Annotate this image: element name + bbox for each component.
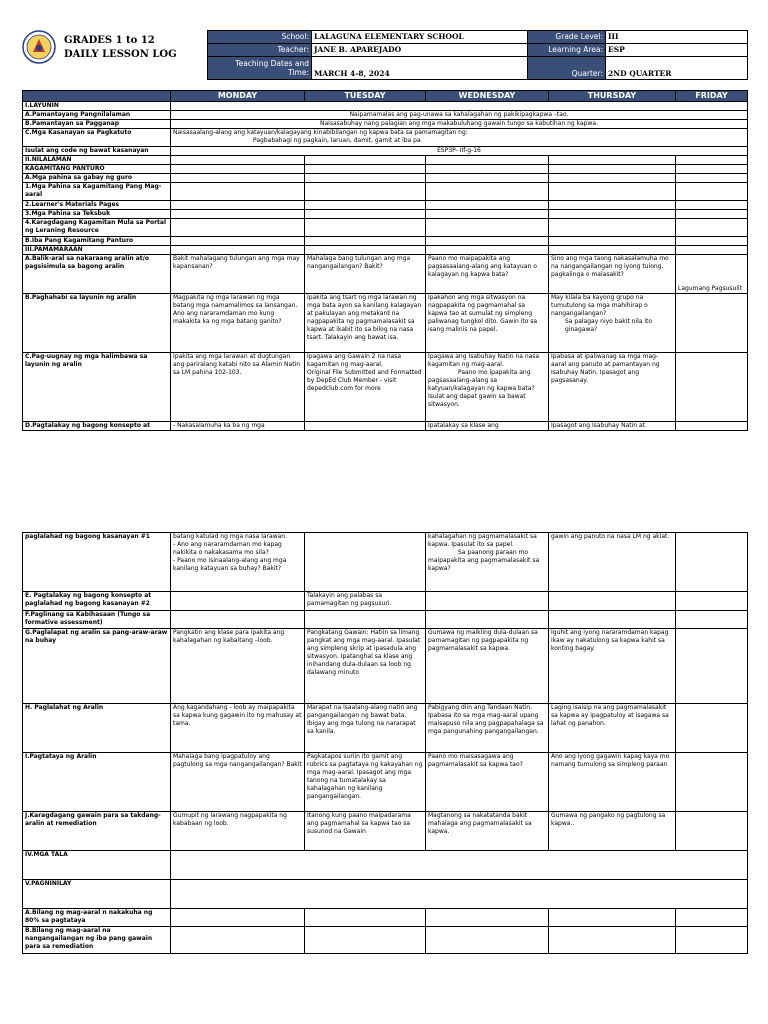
paglalapat-wednesday: Gumawa ng maikling dula-dulaan sa pamamagitan ng pagpapakita ng pagmamalasakit sa kapwa. [426, 629, 549, 704]
pag-uugnay-thursday: Ipabasa at ipaliwanag sa mga mag-aaral ang panuto at pamantayan ng Isabuhay Natin. Ipasagot ang pagsasanay. [549, 353, 676, 422]
pagtalakay1-monday-line2: - Ano ang nararamdaman mo kapag nakikita o nakakasama mo sila? [173, 541, 282, 556]
pagtalakay1-monday-top: - Nakasalamuha ka ba ng mga [171, 422, 305, 431]
code-value: ESP3P- IIf-g-16 [171, 147, 748, 156]
paghahabi-thursday-q1: May kilala ba kayong grupo na tumutulong sa mga mahihirap o nangangailangan? [551, 294, 648, 317]
paglalahat-tuesday: Marapat na isaalang-alang natin ang pangangailangan ng bawat bata. Ibigay ang mga tulong na nararapat sa kanila. [305, 704, 426, 753]
balik-aral-wednesday: Paano mo maipapakita ang pagsasaalang-alang ang katayuan o kalagayan ng kapwa bata? [426, 255, 549, 294]
pagtataya-thursday: Ano ang iyong gagawin kapag kaya mo namang tumulong sa simpleng paraan [549, 753, 676, 812]
b-bilang-label: B.Bilang ng mag-aaral na nangangailangan ng iba pang gawain para sa remediation [23, 927, 171, 954]
b-pahina-label: 1.Mga Pahina sa Kagamitang Pang Mag-aaral [23, 183, 171, 201]
form-title-line2: DAILY LESSON LOG [64, 49, 177, 60]
pagtalakay1-monday-line3: - Paano mo isinaalang-alang ang mga kanilang katayuan sa buhay? Bakit? [173, 557, 287, 572]
pagganap-label: B.Pamantayan sa Pagganap [23, 120, 171, 129]
paghahabi-monday: Magpakita ng mga larawan ng mga batang mga namamalimos sa lansangan. Ano ang nararamdaman mo kung makakita ka ng mga batang ganito? [171, 294, 305, 353]
kasanayan-line2: Pagbabahagi ng pagkain, laruan, damit, gamit at iba pa [253, 137, 421, 144]
pagtalakay1-thursday-top: Ipasagot ang Isabuhay Natin at [549, 422, 676, 431]
paglalapat-tuesday: Pangkatang Gawain: Hatiin sa limang pangkat ang mga mag-aaral. Ipasulat ang simpleng skrip at ipasadula ang sitwasyon. Ipatanghal sa klase ang inihandang dula-dulaan sa loob ng dalawang minuto [305, 629, 426, 704]
kasanayan-line1: Naisasaalang-alang ang katayuan/kalagayang kinabibilangan ng kapwa bata sa pamamagitan ng: [173, 129, 468, 136]
pagninilay-empty [171, 880, 748, 909]
day-thursday: THURSDAY [549, 91, 676, 102]
day-friday: FRIDAY [676, 91, 748, 102]
paglalapat-thursday: Iguhit ang iyong nararamdaman kapag ikaw ay nakatulong sa kapwa kahit sa konting bagay. [549, 629, 676, 704]
iba-pang-label: B.Iba Pang Kagamitang Panturo [23, 237, 171, 246]
paglalahat-thursday: Laging isaisip na ang pagmamalasakit sa kapwa ay ipagpatuloy at isagawa sa lahat ng panahon. [549, 704, 676, 753]
paglalapat-label: G.Paglalapat ng aralin sa pang-araw-araw na buhay [23, 629, 171, 704]
corner-cell [23, 91, 171, 102]
pagganap-value: Naisasabuhay nang palagian ang mga makabuluhang gawain tungo sa kabutihan ng kapwa. [171, 120, 748, 129]
lm-pages-label: 2.Learner's Materials Pages [23, 201, 171, 210]
area-value: ESP [606, 44, 748, 57]
dates-label-line1: Teaching Dates and [235, 59, 309, 68]
teksbuk-label: 3.Mga Pahina sa Teksbuk [23, 210, 171, 219]
pamantayang-label: A.Pamantayang Pangnilalaman [23, 111, 171, 120]
day-tuesday: TUESDAY [305, 91, 426, 102]
grade-value: III [606, 31, 748, 44]
pag-uugnay-wednesday-text2: Paano mo ipapakita ang pagsasaalang-alang sa katyuan/kalagayan ng kapwa bata? Isulat ang dapat gawin sa bawat sitwasyon. [428, 369, 535, 408]
karagdagang-gawain-label: J.Karagdagang gawain para sa takdang-aralin at remediation [23, 812, 171, 851]
dates-value: MARCH 4-8, 2024 [312, 57, 528, 80]
pag-uugnay-tuesday-text: Ipagawa ang Gawain 2 na nasa kagamitan ng mag-aaral. [307, 353, 402, 368]
karagdagang-gawain-monday: Gumupit ng larawang nagpapakita ng kababaan ng loob. [171, 812, 305, 851]
pagtalakay1-thursday: gawin ang panuto na nasa LM ng aklat. [549, 533, 676, 592]
lesson-log-header [22, 30, 747, 78]
paglalahat-monday: Ang kagandahang - loob ay maipapakita sa kapwa kung gagawin ito ng mahusay at tama. [171, 704, 305, 753]
pag-uugnay-label: C.Pag-uugnay ng mga halimbawa sa layunin ng aralin [23, 353, 171, 422]
pagtalakay1-wednesday [426, 533, 549, 592]
karagdagang-gawain-wednesday: Magtanong sa nakatatanda bakit mahalaga ang pagmamalasakit sa kapwa. [426, 812, 549, 851]
pagtalakay1-label-top: D.Pagtalakay ng bagong konsepto at [23, 422, 171, 431]
karagdagang-label: 4.Karagdagang Kagamitan Mula sa Portal ng Leraning Resource [23, 219, 171, 237]
kasanayan-value [171, 129, 748, 147]
paglinang-label: F.Paglinang sa Kabihasaan (Tungo sa formative assessment) [23, 611, 171, 629]
pag-uugnay-wednesday-text1: Ipagawa ang Isabuhay Natin na nasa kagamitan ng mag-aaral. [428, 353, 540, 368]
pagtataya-wednesday: Paano mo maisasagawa ang pagmamalasakit sa kapwa tao? [426, 753, 549, 812]
pagtataya-monday: Mahalaga bang ipagpatuloy ang pagtulong sa mga nangangailangan? Bakit [171, 753, 305, 812]
dates-label [208, 57, 312, 80]
school-label: School: [208, 31, 312, 44]
depedclub-watermark-text: Original File Submitted and Formatted by DepEd Club Member - visit depedclub.com for more [307, 369, 422, 392]
paglalahat-label: H. Paglalahat ng Aralin [23, 704, 171, 753]
balik-aral-friday: Lagumang Pagsusulit [676, 255, 748, 294]
pagtalakay2-label: E. Pagtalakay ng bagong konsepto at paglalahad ng bagong kasanayan #2 [23, 592, 171, 611]
teacher-value: JANE B. APAREJADO [312, 44, 528, 57]
school-value: LALAGUNA ELEMENTARY SCHOOL [312, 31, 528, 44]
layunin-empty [171, 102, 748, 111]
pagtalakay1-wednesday-line1: kahalagahan ng pagmamalasakit sa kapwa. Ipasulat ito sa papel. [428, 533, 537, 548]
mga-tala-empty [171, 851, 748, 880]
kasanayan-label: C.Mga Kasanayan sa Pagkatuto [23, 129, 171, 147]
day-header-row [23, 91, 748, 102]
paglalahat-wednesday: Pabigyang diin ang Tandaan Natin. Ipabasa ito sa mga mag-aaral upang maisapuso nila ang pagpapahalaga sa mga pangunahing pangangailangan. [426, 704, 549, 753]
paghahabi-thursday-q2: Sa palagay niyo bakit nila ito ginagawa? [565, 318, 653, 333]
karagdagang-gawain-thursday: Gumawa ng pangako ng pagtulong sa kapwa.. [549, 812, 676, 851]
pagtalakay1-monday-line1: batang katulad ng mga nasa larawan. [173, 533, 288, 540]
pagtalakay2-tuesday: Talakayin ang palabas sa pamamagitan ng pagsusuri. [305, 592, 426, 611]
balik-aral-monday: Bakit mahalagang tulungan ang mga may kapansanan? [171, 255, 305, 294]
pagtalakay1-wednesday-line2: Sa paanong paraan mo maipapakita ang pagmamalasakit sa kapwa? [428, 549, 540, 572]
header-info-table [207, 30, 748, 80]
code-label: Isulat ang code ng bawat kasanayan [23, 147, 171, 156]
pagtalakay1-monday [171, 533, 305, 592]
kagamitan-heading: KAGAMITANG PANTURO [23, 165, 171, 174]
quarter-value: 2ND QUARTER [606, 57, 748, 80]
karagdagang-gawain-tuesday: Itanong kung paano maipadarama ang pagmamahal sa kapwa tao sa susunod na Gawain [305, 812, 426, 851]
teacher-label: Teacher: [208, 44, 312, 57]
pamamaraan-heading: III.PAMAMARAAN [23, 246, 171, 255]
dates-label-line2: Time: [288, 68, 309, 77]
paghahabi-thursday [549, 294, 676, 353]
quarter-label: Quarter: [528, 57, 606, 80]
layunin-heading: I.LAYUNIN [23, 102, 171, 111]
pagtalakay1-wednesday-top: Ipatalakay sa klase ang [426, 422, 549, 431]
day-monday: MONDAY [171, 91, 305, 102]
pag-uugnay-wednesday [426, 353, 549, 422]
pamantayang-value: Naipamamalas ang pag-unawa sa kahalagahan ng pakikipagkapwa –tao. [171, 111, 748, 120]
form-title-line1: GRADES 1 to 12 [64, 35, 155, 46]
pagninilay-heading: V.PAGNINILAY [23, 880, 171, 909]
mga-tala-heading: IV.MGA TALA [23, 851, 171, 880]
deped-seal-icon [22, 30, 56, 64]
lesson-table-page2 [22, 532, 748, 954]
pagtataya-label: I.Pagtataya ng Aralin [23, 753, 171, 812]
paghahabi-label: B.Paghahabi sa layunin ng aralin [23, 294, 171, 353]
lesson-table-page1 [22, 90, 748, 431]
grade-label: Grade Level: [528, 31, 606, 44]
pagtalakay1-label: paglalahad ng bagong kasanayan #1 [23, 533, 171, 592]
a-pahina-label: A.Mga pahina sa gabay ng guro [23, 174, 171, 183]
paghahabi-tuesday: Ipakita ang tsart ng mga larawan ng mga bata ayon sa kanilang kalagayan at pakulayan ang metakard na nagpapakita ng pagmamalasakit sa kapwa at ikabit ito sa bilog na nasa tsart. Talakayin ang bawat isa. [305, 294, 426, 353]
balik-aral-label: A.Balik-aral sa nakaraang aralin at/o pagsisimula sa bagong aralin [23, 255, 171, 294]
paghahabi-wednesday: Ipakahon ang mga sitwasyon na nagpapakita ng pagmamahal sa kapwa tao at sumulat ng simpleng paliwanag tungkol dito. Gawin ito sa isang malinis na papel. [426, 294, 549, 353]
area-label: Learning Area: [528, 44, 606, 57]
pag-uugnay-monday: Ipakita ang mga larawan at dugtungan ang pariralang katabi nito sa Alamin Natin sa LM pahina 102-103. [171, 353, 305, 422]
balik-aral-tuesday: Mahalaga bang tulungan ang mga nangangailangan? Bakit? [305, 255, 426, 294]
balik-aral-thursday: Sino ang mga taong nakasalamuha mo na nangangailangan ng iyong tulong, pagkalinga o malasakit? [549, 255, 676, 294]
paglalapat-monday: Pangkatin ang klase para ipakita ang kahalagahan ng kabaitang –loob. [171, 629, 305, 704]
nilalaman-heading: II.NILALAMAN [23, 156, 171, 165]
a-bilang-label: A.Bilang ng mag-aaral n nakakuha ng 80% sa pagtataya [23, 909, 171, 927]
day-wednesday: WEDNESDAY [426, 91, 549, 102]
pag-uugnay-tuesday [305, 353, 426, 422]
pagtataya-tuesday: Pagkatapos suriin ito gamit ang rubrics sa pagtataya ng kakayahan ng mga mag-aaral. Ipasagot ang mga tanong na tumatalakay sa kahalagahan ng kanilang pangangailangan. [305, 753, 426, 812]
